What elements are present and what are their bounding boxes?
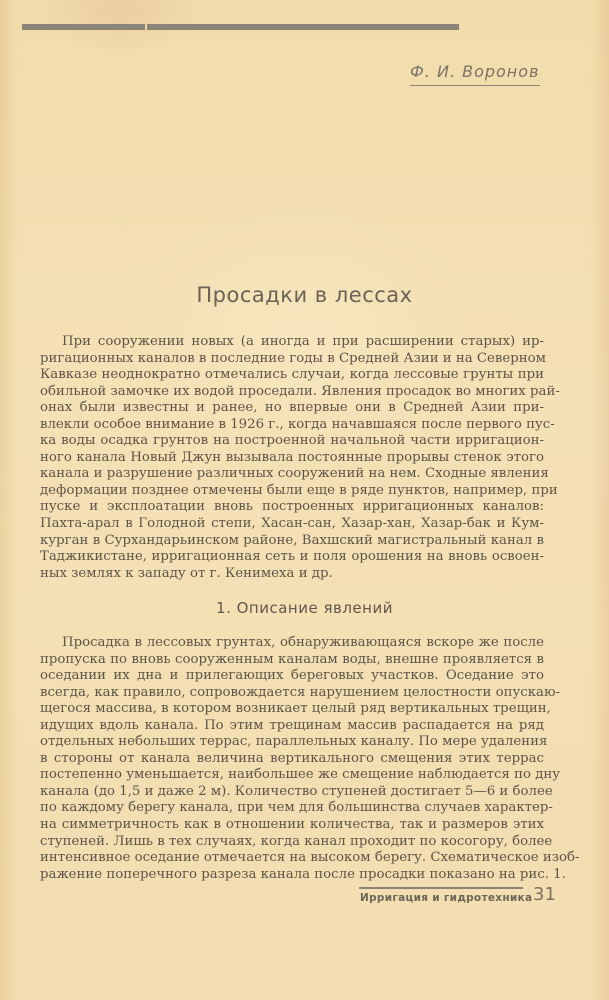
text-line: ражение поперечного разреза канала после просадки показано на рис. 1. <box>40 866 566 882</box>
text-line: по каждому берегу канала, при чем для большинства случаев характер- <box>40 800 553 816</box>
article-title: Просадки в лессах <box>196 283 413 307</box>
text-line: При сооружении новых (а иногда и при расширении старых) ир- <box>62 334 544 349</box>
page-number: 31 <box>533 884 556 905</box>
footer-rule <box>359 887 523 889</box>
section-paragraph <box>40 635 580 883</box>
text-line: пропуска по вновь сооруженным каналам воды, внешне проявляется в <box>40 651 544 667</box>
text-line: деформации позднее отмечены были еще в ряде пунктов, например, при <box>40 482 558 498</box>
author-name: Ф. И. Воронов <box>410 62 540 86</box>
section-heading: 1. Описание явлений <box>216 599 393 617</box>
text-line: ного канала Новый Джун вызывала постоянные прорывы стенок этого <box>40 449 544 465</box>
text-line: щегося массива, в котором возникает целый ряд вертикальных трещин, <box>40 701 551 717</box>
text-line: ригационных каналов в последние годы в Средней Азии и на Северном <box>40 350 547 366</box>
text-line: Пахта-арал в Голодной степи, Хасан-сан, Хазар-хан, Хазар-бак и Кум- <box>40 516 544 532</box>
text-line: обильной замочке их водой проседали. Явления просадок во многих рай- <box>40 383 560 399</box>
text-line: всегда, как правило, сопровождается нарушением целостности опускаю- <box>40 684 561 700</box>
text-line: курган в Сурхандарьинском районе, Вахшский магистральный канал в <box>40 532 544 548</box>
text-line: пуске и эксплоатации вновь построенных ирригационных каналов: <box>40 499 544 515</box>
text-line: Кавказе неоднократно отмечались случаи, когда лессовые грунты при <box>40 367 544 383</box>
intro-paragraph <box>40 334 560 582</box>
text-line: идущих вдоль канала. По этим трещинам массив распадается на ряд <box>40 717 544 733</box>
text-line: ступеней. Лишь в тех случаях, когда канал проходит по косогору, более <box>40 833 553 849</box>
text-line: в стороны от канала величина вертикального смещения этих террас <box>40 750 544 766</box>
header-rule-left <box>22 24 145 30</box>
text-line: Просадка в лессовых грунтах, обнаруживающаяся вскоре же после <box>62 635 544 650</box>
header-rule-right <box>147 24 459 30</box>
text-line: отдельных небольших террас, параллельных каналу. По мере удаления <box>40 734 548 750</box>
text-line: на симметричность как в отношении количества, так и размеров этих <box>40 817 544 833</box>
text-line: Таджикистане, ирригационная сеть и поля орошения на вновь освоен- <box>40 549 544 565</box>
text-line: влекли особое внимание в 1926 г., когда начавшаяся после первого пус- <box>40 416 555 432</box>
text-line: оседании их дна и прилегающих береговых участков. Оседание это <box>40 668 544 684</box>
text-line: ка воды осадка грунтов на построенной начальной части ирригацион- <box>40 433 544 449</box>
text-line: канала и разрушение различных сооружений на нем. Сходные явления <box>40 466 549 482</box>
text-line: постепенно уменьшается, наибольшее же смещение наблюдается по дну <box>40 767 561 783</box>
text-line: онах были известны и ранее, но впервые они в Средней Азии при- <box>40 400 544 416</box>
text-line: канала (до 1,5 и даже 2 м). Количество ступеней достигает 5—6 и более <box>40 783 553 799</box>
text-line: ных землях к западу от г. Кенимеха и др. <box>40 565 333 581</box>
text-line: интенсивное оседание отмечается на высоком берегу. Схематическое изоб- <box>40 850 580 866</box>
journal-name: Ирригация и гидротехника <box>360 892 533 904</box>
